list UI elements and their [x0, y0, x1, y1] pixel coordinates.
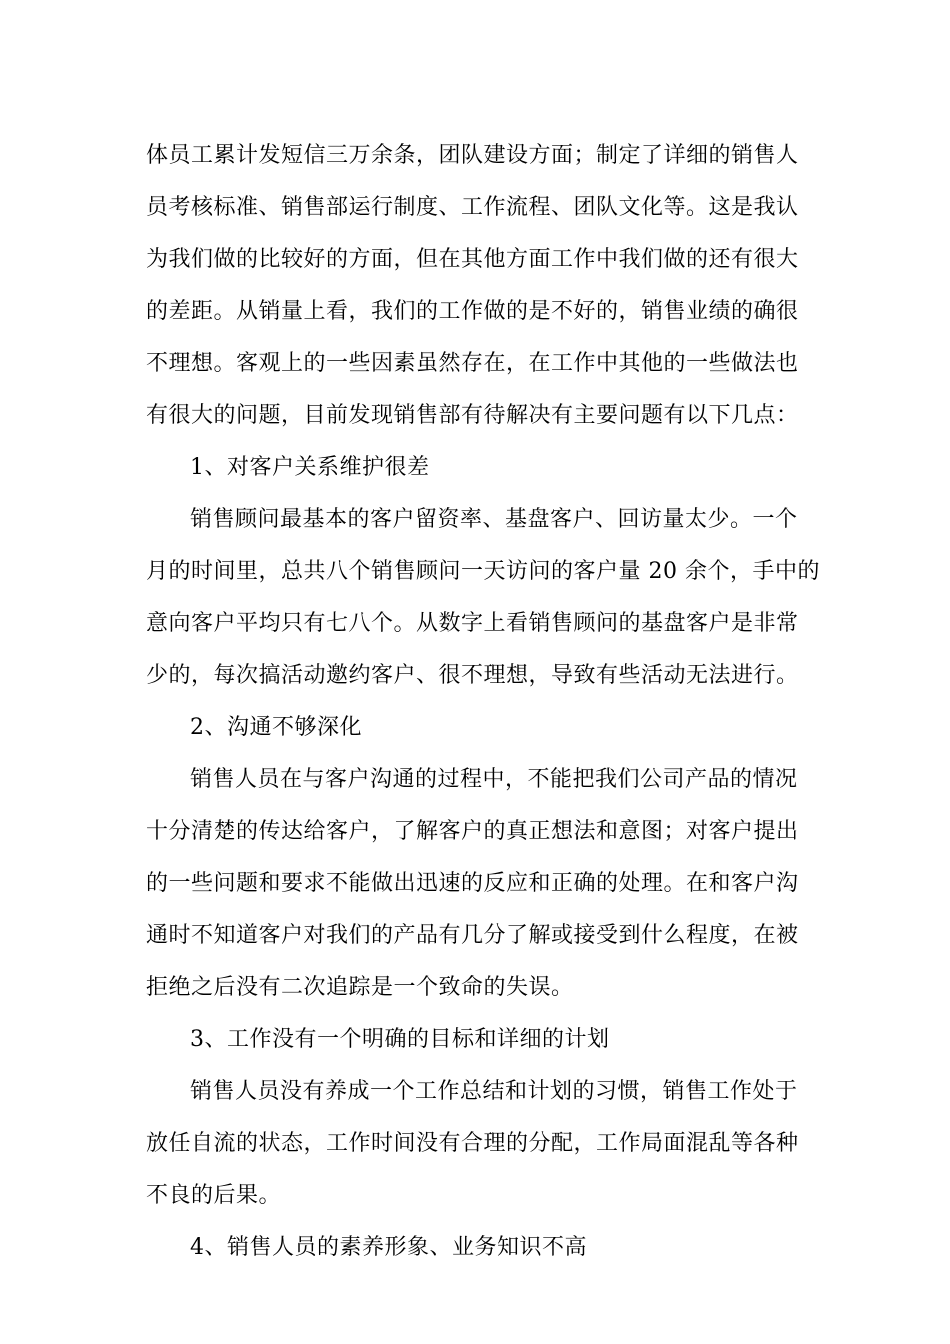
body-text-line: 意向客户平均只有七八个。从数字上看销售顾问的基盘客户是非常: [146, 611, 799, 636]
body-text-line: 月的时间里，总共八个销售顾问一天访问的客户量 20 余个，手中的: [146, 559, 820, 584]
body-text-line: 有很大的问题，目前发现销售部有待解决有主要问题有以下几点：: [146, 403, 799, 428]
body-text-line: 拒绝之后没有二次追踪是一个致命的失误。: [146, 975, 574, 1000]
body-text-line: 员考核标准、销售部运行制度、工作流程、团队文化等。这是我认: [146, 195, 799, 220]
body-text-line: 少的，每次搞活动邀约客户、很不理想，导致有些活动无法进行。: [146, 663, 799, 688]
body-text-line: 的一些问题和要求不能做出迅速的反应和正确的处理。在和客户沟: [146, 871, 799, 896]
body-text-line: 不良的后果。: [146, 1183, 282, 1208]
section-heading-3: 3、工作没有一个明确的目标和详细的计划: [190, 1027, 610, 1052]
body-text-line: 放任自流的状态，工作时间没有合理的分配，工作局面混乱等各种: [146, 1131, 799, 1156]
body-text-line: 通时不知道客户对我们的产品有几分了解或接受到什么程度，在被: [146, 923, 799, 948]
body-text-line: 不理想。客观上的一些因素虽然存在，在工作中其他的一些做法也: [146, 351, 799, 376]
section-heading-1: 1、对客户关系维护很差: [190, 455, 430, 480]
paragraph-first-line: 销售顾问最基本的客户留资率、基盘客户、回访量太少。一个: [190, 507, 798, 532]
body-text-line: 为我们做的比较好的方面，但在其他方面工作中我们做的还有很大: [146, 247, 799, 272]
body-text-line: 的差距。从销量上看，我们的工作做的是不好的，销售业绩的确很: [146, 299, 799, 324]
paragraph-first-line: 销售人员在与客户沟通的过程中，不能把我们公司产品的情况: [190, 767, 798, 792]
paragraph-first-line: 销售人员没有养成一个工作总结和计划的习惯，销售工作处于: [190, 1079, 798, 1104]
section-heading-4: 4、销售人员的素养形象、业务知识不高: [190, 1235, 587, 1260]
body-text-line: 十分清楚的传达给客户，了解客户的真正想法和意图；对客户提出: [146, 819, 799, 844]
section-heading-2: 2、沟通不够深化: [190, 715, 362, 740]
body-text-line: 体员工累计发短信三万余条，团队建设方面；制定了详细的销售人: [146, 143, 799, 168]
